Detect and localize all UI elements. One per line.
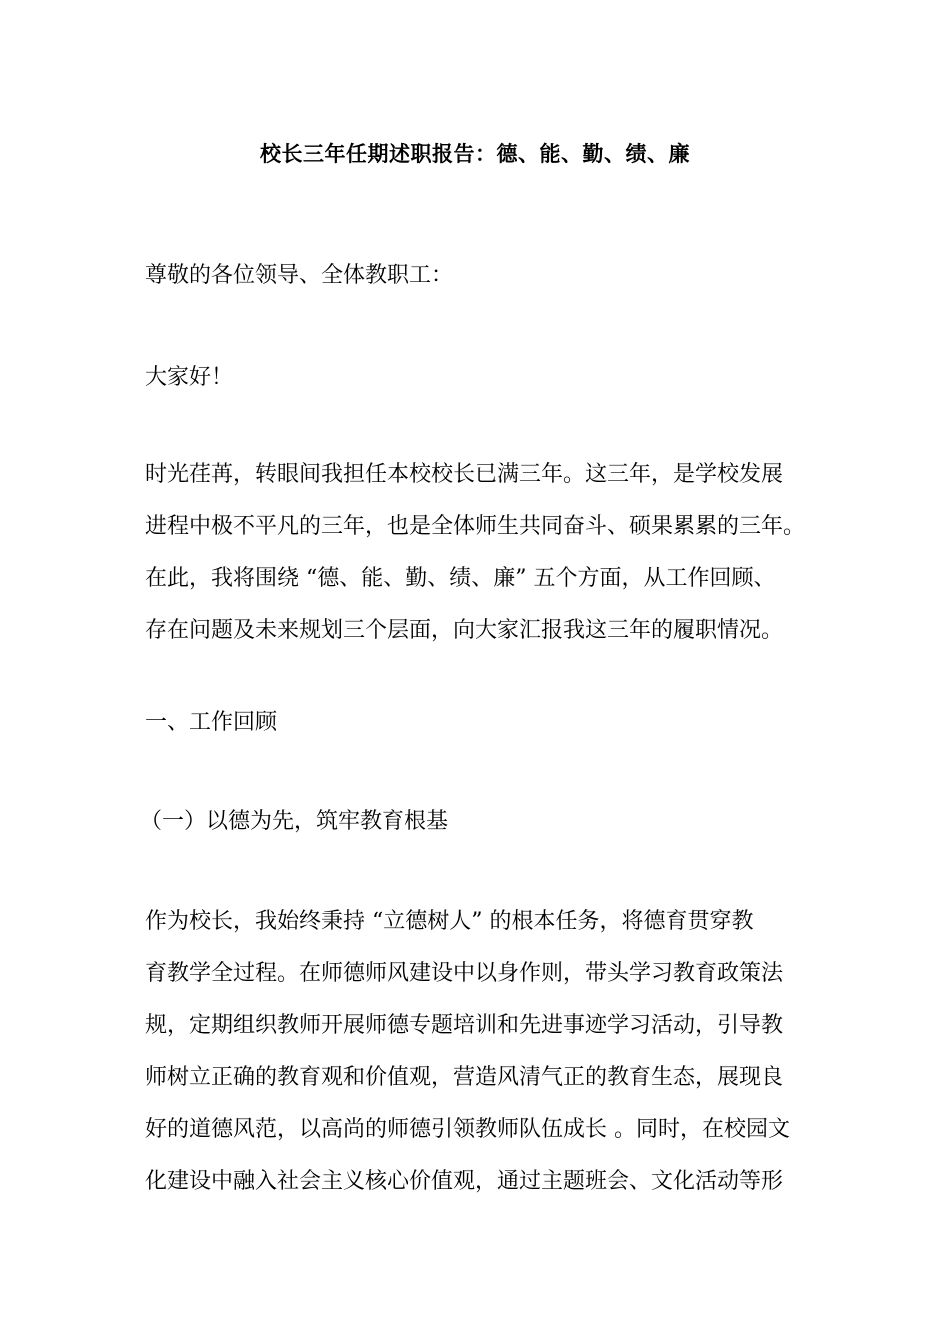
body-line: 师树立正确的教育观和价值观，营造风清气正的教育生态，展现良 <box>145 1065 784 1090</box>
body-paragraph <box>145 896 835 1208</box>
subsection-heading: （一）以德为先，筑牢教育根基 <box>140 809 449 834</box>
body-line: 规，定期组织教师开展师德专题培训和先进事迹学习活动，引导教 <box>145 1013 784 1038</box>
intro-line: 在此，我将围绕 “德、能、勤、绩、廉” 五个方面，从工作回顾、 <box>145 566 776 591</box>
body-line: 育教学全过程。在师德师风建设中以身作则，带头学习教育政策法 <box>145 961 784 986</box>
intro-line: 存在问题及未来规划三个层面，向大家汇报我这三年的履职情况。 <box>145 618 784 643</box>
intro-paragraph <box>145 449 835 657</box>
section-heading: 一、工作回顾 <box>145 710 278 735</box>
intro-line: 进程中极不平凡的三年，也是全体师生共同奋斗、硕果累累的三年。 <box>145 514 806 539</box>
body-line: 作为校长，我始终秉持 “立德树人” 的根本任务，将德育贯穿教 <box>145 909 754 934</box>
body-line: 好的道德风范，以高尚的师德引领教师队伍成长 。同时，在校园文 <box>145 1117 790 1142</box>
greeting: 大家好！ <box>145 365 234 390</box>
salutation: 尊敬的各位领导、全体教职工： <box>145 263 454 288</box>
document-title: 校长三年任期述职报告：德、能、勤、绩、廉 <box>260 141 690 166</box>
intro-line: 时光荏苒，转眼间我担任本校校长已满三年。这三年，是学校发展 <box>145 462 784 487</box>
body-line: 化建设中融入社会主义核心价值观，通过主题班会、文化活动等形 <box>145 1169 784 1194</box>
